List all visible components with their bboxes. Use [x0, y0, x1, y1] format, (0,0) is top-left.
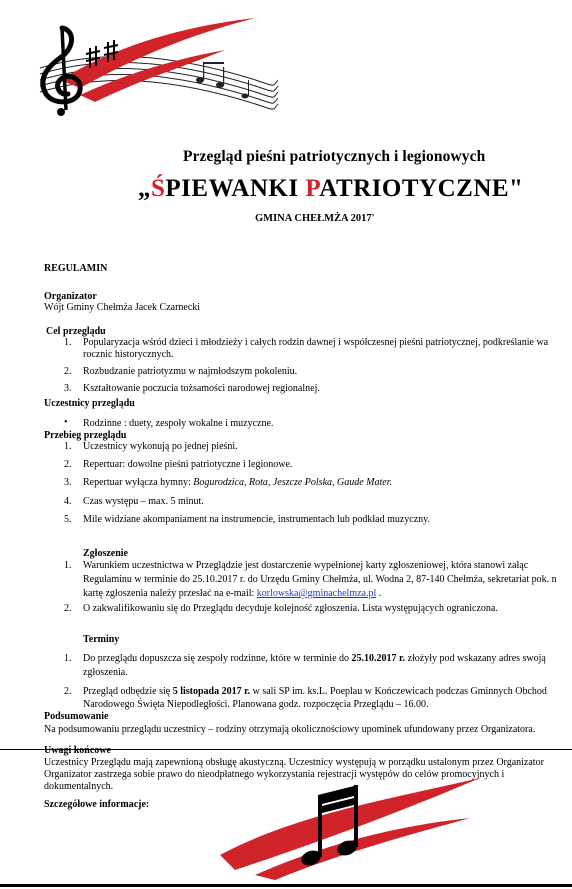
terminy-item-2-line1 — [83, 686, 547, 698]
cel-item-1-line2: rocznic historycznych. — [83, 349, 174, 360]
uwagi-line2: Organizator zastrzega sobie prawo do nieodpłatnego wykorzystania rejestracji występów do celów promocyjnych i — [44, 769, 505, 780]
przebieg-item-3-text — [83, 477, 392, 489]
cel-item-2-number: 2. — [64, 366, 72, 377]
zgloszenie-item-1-line2: Regulaminu w terminie do 25.10.2017 r. do Urzędu Gminy Chełmża, ul. Wodna 2, 87-140 Chełmża, sekretariat pok. n — [83, 574, 557, 585]
zgloszenie-email-intro: kartę zgłoszenia należy przesłać na e-mail: — [83, 588, 257, 599]
regulamin-heading: REGULAMIN — [44, 263, 108, 274]
terminy-item-2-line2: Narodowego Święta Niepodległości. Planowana godz. rozpoczęcia Przeglądu – 16.00. — [83, 699, 429, 710]
title-rest: ATRIOTYCZNE" — [319, 175, 524, 202]
przebieg-heading: Przebieg przeglądu — [44, 430, 127, 441]
terminy-item-2-pre: Przegląd odbędzie się — [83, 686, 173, 697]
treble-clef-music-staff-icon — [20, 10, 280, 120]
cel-item-3-number: 3. — [64, 383, 72, 394]
przebieg-item-1-number: 1. — [64, 441, 72, 452]
organizator-heading: Organizator — [44, 291, 97, 302]
przebieg-item-3-plain: Repertuar wyłącza hymny: — [83, 477, 194, 488]
title-initial-p: P — [305, 175, 320, 202]
zgloszenie-item-2-text: O zakwalifikowaniu się do Przeglądu decyduje kolejność zgłoszenia. Lista występujących ograniczona. — [83, 603, 498, 614]
cel-item-1-line1: Popularyzacja wśród dzieci i młodzieży i całych rodzin dawnej i współczesnej pieśni patriotycznej, podkreślanie wa — [83, 337, 549, 348]
przebieg-item-4-text: Czas występu – max. 5 minut. — [83, 496, 204, 507]
uwagi-heading: Uwagi końcowe — [44, 745, 111, 756]
gmina-label: GMINA CHEŁMŻA 2017' — [255, 213, 375, 224]
organizator-text: Wójt Gminy Chełmża Jacek Czarnecki — [44, 302, 201, 313]
terminy-item-1-date: 25.10.2017 r. — [351, 653, 406, 664]
page-title — [138, 175, 523, 203]
terminy-item-1-line1 — [83, 653, 546, 665]
zgloszenie-heading: Zgłoszenie — [83, 548, 128, 559]
cel-item-1-number: 1. — [64, 337, 72, 348]
zgloszenie-item-1-line1: Warunkiem uczestnictwa w Przeglądzie jest dostarczenie wypełnionej karty zgłoszeniowej, która stanowi załąc — [83, 560, 529, 571]
terminy-item-1-pre: Do przeglądu dopuszcza się zespoły rodzinne, które w terminie do — [83, 653, 352, 664]
szczegolowe-heading: Szczegółowe informacje: — [44, 799, 150, 810]
zgloszenie-item-1-number: 1. — [64, 560, 72, 571]
cel-item-3-text: Kształtowanie poczucia tożsamości narodowej regionalnej. — [83, 383, 320, 394]
przebieg-item-4-number: 4. — [64, 496, 72, 507]
przebieg-item-5-number: 5. — [64, 514, 72, 525]
zgloszenie-item-2-number: 2. — [64, 603, 72, 614]
uczestnicy-item: Rodzinne : duety, zespoły wokalne i muzyczne. — [83, 418, 274, 429]
cel-item-2-text: Rozbudzanie patriotyzmu w najmłodszym pokoleniu. — [83, 366, 298, 377]
bottom-border — [0, 884, 572, 887]
terminy-heading: Terminy — [83, 634, 120, 645]
terminy-item-1-number: 1. — [64, 653, 72, 664]
terminy-item-1-line2: zgłoszenia. — [83, 667, 128, 678]
terminy-item-2-number: 2. — [64, 686, 72, 697]
zgloszenie-item-1-line3 — [83, 588, 381, 600]
przebieg-item-2-number: 2. — [64, 459, 72, 470]
podsumowanie-text: Na podsumowaniu przeglądu uczestnicy – rodziny otrzymają okolicznościowy upominek ufundowany przez Organizatora. — [44, 724, 536, 735]
cel-heading: Cel przeglądu — [46, 326, 106, 337]
beamed-notes-icon — [215, 770, 485, 880]
przebieg-item-5-text: Mile widziane akompaniament na instrumencie, instrumentach lub podkład muzyczny. — [83, 514, 431, 525]
przebieg-item-3-number: 3. — [64, 477, 72, 488]
zgloszenie-email-end: . — [376, 588, 382, 599]
terminy-item-2-post: w sali SP im. ks.L. Poeplau w Kończewicach podczas Gminnych Obchod — [250, 686, 547, 697]
przebieg-item-3-hymns: Bogurodzica, Rota, Jeszcze Polska, Gaude Mater. — [193, 477, 392, 488]
bullet-icon: • — [64, 417, 68, 428]
uwagi-line1: Uczestnicy Przeglądu mają zapewnioną obsługę akustyczną. Uczestnicy występują w porządku ustalonym przez Organizator — [44, 757, 544, 768]
title-open-quote: „ — [138, 175, 151, 202]
przebieg-item-1-text: Uczestnicy wykonują po jednej pieśni. — [83, 441, 238, 452]
page-subtitle: Przegląd pieśni patriotycznych i legionowych — [183, 148, 486, 165]
uwagi-line3: dokumentalnych. — [44, 781, 114, 792]
przebieg-item-2-text: Repertuar: dowolne pieśni patriotyczne i legionowe. — [83, 459, 293, 470]
terminy-item-2-date: 5 listopada 2017 r. — [172, 686, 251, 697]
title-initial-s: Ś — [151, 175, 166, 202]
terminy-item-1-post: złożyły pod wskazany adres swoją — [405, 653, 546, 664]
title-middle: PIEWANKI — [165, 175, 306, 202]
uczestnicy-heading: Uczestnicy przeglądu — [44, 398, 135, 409]
email-link[interactable]: korlowska@gminachelmza.pl — [256, 588, 377, 599]
podsumowanie-heading: Podsumowanie — [44, 711, 109, 722]
